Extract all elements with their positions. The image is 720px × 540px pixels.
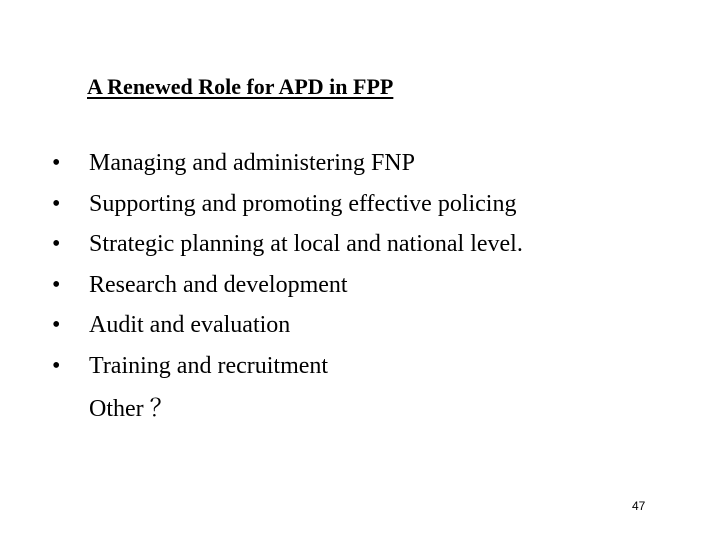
bullet-text: Audit and evaluation xyxy=(89,312,291,338)
bullet-text: Strategic planning at local and national level. xyxy=(89,231,523,257)
bullet-text: Training and recruitment xyxy=(89,352,329,379)
bullet-text: Research and development xyxy=(89,271,348,298)
other-line: Other ？ xyxy=(89,396,174,422)
bullet-icon: • xyxy=(52,312,61,338)
bullet-icon: • xyxy=(52,352,61,379)
bullet-icon: • xyxy=(52,190,61,217)
bullet-icon: • xyxy=(52,271,61,298)
bullet-icon: • xyxy=(52,231,61,257)
bullet-text: Managing and administering FNP xyxy=(89,150,415,176)
bullet-text: Supporting and promoting effective policing xyxy=(89,190,517,217)
page-number: 47 xyxy=(632,499,646,513)
slide-title: A Renewed Role for APD in FPP xyxy=(87,74,394,99)
bullet-icon: • xyxy=(52,150,61,176)
